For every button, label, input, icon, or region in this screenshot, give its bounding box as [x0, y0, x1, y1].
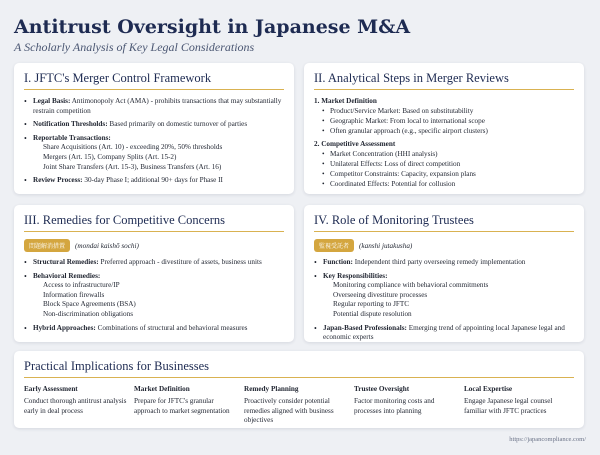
- sub-item: • Market Concentration (HHI analysis): [322, 150, 574, 160]
- sub-item: Non-discrimination obligations: [43, 309, 134, 318]
- sub-item: Information firewalls: [43, 290, 105, 299]
- sub-item: Joint Share Transfers (Art. 15-3), Business Transfers (Art. 16): [43, 162, 222, 171]
- section-title: II. Analytical Steps in Merger Reviews: [314, 71, 574, 90]
- sub-item: Potential dispute resolution: [333, 309, 412, 318]
- section-analytical-steps: [304, 63, 584, 194]
- footer-url[interactable]: https://japancompliance.com/: [509, 436, 586, 443]
- page-title: Antitrust Oversight in Japanese M&A: [14, 16, 411, 38]
- list-item: • Key Responsibilities: Monitoring compliance with behavioral commitments Overseeing divestiture processes Regular reporting to JFTC Potential dispute resolution: [314, 272, 574, 320]
- sub-item: Block Space Agreements (BSA): [43, 300, 136, 309]
- section-title: Practical Implications for Businesses: [24, 359, 574, 378]
- list-item: • Hybrid Approaches: Combinations of structural and behavioral measures: [24, 324, 284, 334]
- japanese-term-badge: 監視受託者: [314, 239, 354, 252]
- section-title: IV. Role of Monitoring Trustees: [314, 213, 574, 232]
- section-title: I. JFTC's Merger Control Framework: [24, 71, 284, 90]
- list-item: • Notification Thresholds: Based primarily on domestic turnover of parties: [24, 120, 284, 130]
- list-item: • Legal Basis: Antimonopoly Act (AMA) - prohibits transactions that may substantially restrain competition: [24, 97, 284, 116]
- sub-item: Mergers (Art. 15), Company Splits (Art. 15-2): [43, 152, 177, 161]
- implication-column: Market Definition Prepare for JFTC's granular approach to market segmentation: [134, 385, 230, 415]
- term-row: [314, 239, 574, 252]
- japanese-term-badge: 問題解消措置: [24, 239, 70, 252]
- sub-item: • Competitor Constraints: Capacity, expansion plans: [322, 170, 574, 180]
- page-subtitle: A Scholarly Analysis of Key Legal Considerations: [14, 40, 255, 54]
- section-monitoring-trustees: [304, 205, 584, 342]
- term-row: [24, 239, 284, 252]
- sub-item: • Unilateral Effects: Loss of direct competition: [322, 160, 574, 170]
- list-item: • Function: Independent third party overseeing remedy implementation: [314, 258, 574, 268]
- section-practical-implications: [14, 351, 584, 428]
- sub-item: • Often granular approach (e.g., specific airport clusters): [322, 127, 574, 137]
- list-item: 2. Competitive Assessment • Market Concentration (HHI analysis) • Unilateral Effects: Loss of direct competition • Competitor Constraints: Capacity, expansion plans • Coordinated Effects: Potential for collusion: [314, 140, 574, 189]
- implication-column: Early Assessment Conduct thorough antitrust analysis early in deal process: [24, 385, 127, 415]
- romanization: (kanshi jutakusha): [359, 241, 413, 250]
- section-merger-control-framework: [14, 63, 294, 194]
- romanization: (mondai kaishō sochi): [75, 241, 139, 250]
- list-item: • Review Process: 30-day Phase I; additional 90+ days for Phase II: [24, 176, 284, 186]
- sub-item: • Product/Service Market: Based on substitutability: [322, 107, 574, 117]
- section-remedies: [14, 205, 294, 342]
- list-item: • Japan-Based Professionals: Emerging trend of appointing local Japanese legal and economic experts: [314, 324, 574, 343]
- sub-item: Overseeing divestiture processes: [333, 290, 428, 299]
- implication-column: Local Expertise Engage Japanese legal counsel familiar with JFTC practices: [464, 385, 553, 415]
- sub-item: Share Acquisitions (Art. 10) - exceeding 20%, 50% thresholds: [43, 143, 223, 152]
- list-item: • Behavioral Remedies: Access to infrastructure/IP Information firewalls Block Space Agreements (BSA) Non-discrimination obligations: [24, 272, 284, 320]
- implication-column: Trustee Oversight Factor monitoring costs and processes into planning: [354, 385, 435, 415]
- implication-column: Remedy Planning Proactively consider potential remedies aligned with business objectives: [244, 385, 334, 425]
- list-item: • Reportable Transactions: Share Acquisitions (Art. 10) - exceeding 20%, 50% thresholds Mergers (Art. 15), Company Splits (Art. 15-2) Joint Share Transfers (Art. 15-3), Business Transfers (Art. 16): [24, 134, 284, 172]
- sub-item: Access to infrastructure/IP: [43, 281, 120, 290]
- sub-item: • Coordinated Effects: Potential for collusion: [322, 180, 574, 190]
- sub-item: Regular reporting to JFTC: [333, 300, 410, 309]
- sub-item: Monitoring compliance with behavioral commitments: [333, 281, 489, 290]
- implications-grid: [24, 385, 574, 426]
- list-item: • Structural Remedies: Preferred approach - divestiture of assets, business units: [24, 258, 284, 268]
- sub-item: • Geographic Market: From local to international scope: [322, 117, 574, 127]
- section-title: III. Remedies for Competitive Concerns: [24, 213, 284, 232]
- list-item: 1. Market Definition • Product/Service Market: Based on substitutability • Geographic Market: From local to international scope • Often granular approach (e.g., specific airport clusters): [314, 97, 574, 136]
